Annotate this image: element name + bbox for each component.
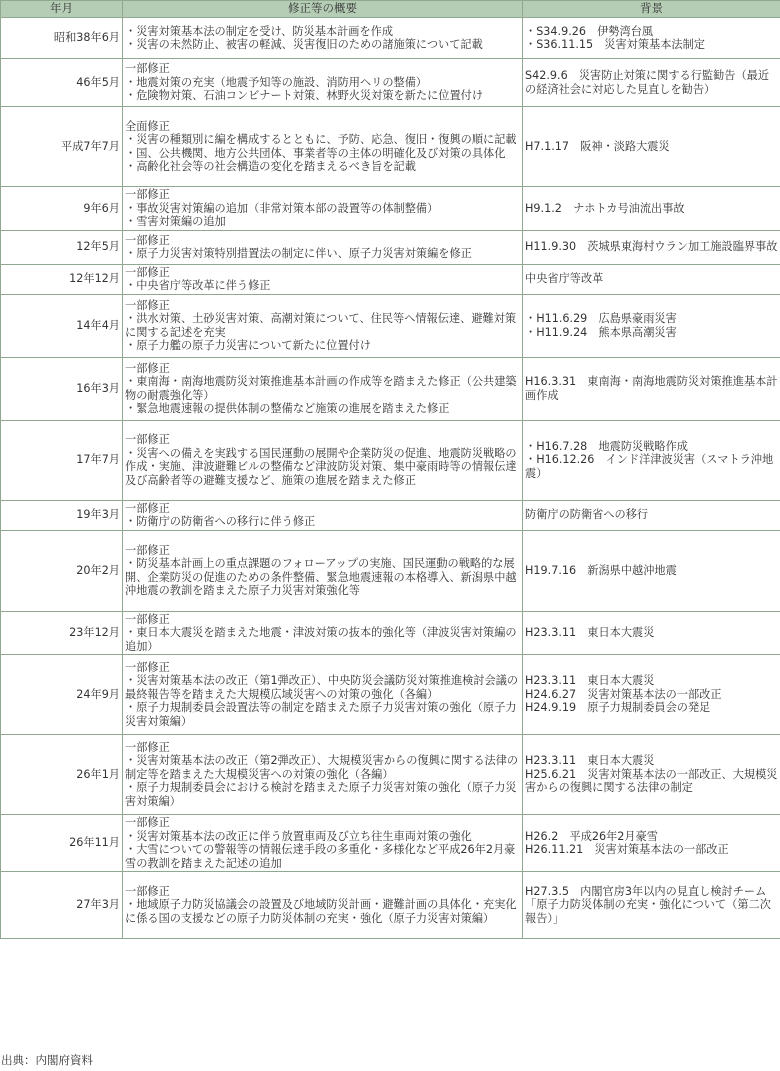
row-summary [123,420,523,500]
row-date: 16年3月 [1,357,123,420]
summary-line: ・原子力災害対策特別措置法の制定に伴い、原子力災害対策編を修正 [125,247,472,260]
table-row [1,357,780,420]
summary-line: ・事故災害対策編の追加（非常対策本部の設置等の体制整備） [125,201,439,215]
summary-line: 一部修正 [125,265,170,279]
summary-line: ・災害対策基本法の改正に伴う放置車両及び立ち往生車両対策の強化 [125,829,472,843]
background-line: H25.6.21 災害対策基本法の一部改正、大規模災害からの復興に関する法律の制定 [525,767,778,795]
row-summary [123,530,523,611]
row-background [523,294,780,357]
row-background [523,655,780,735]
background-line: ・S36.11.15 災害対策基本法制定 [525,38,705,51]
background-line: 中央省庁等改革 [525,272,604,286]
row-summary [123,735,523,815]
row-background [523,420,780,500]
summary-line: 全面修正 [125,119,170,133]
row-background [523,872,780,939]
background-line: H23.3.11 東日本大震災 [525,674,655,688]
background-line: H26.11.21 災害対策基本法の一部改正 [525,843,729,856]
summary-line: ・東日本大震災を踏まえた地震・津波対策の抜本的強化等（津波災害対策編の追加） [125,626,517,653]
summary-line: ・原子力規制委員会における検討を踏まえた原子力災害対策の強化（原子力災害対策編） [125,781,517,808]
summary-line: ・災害の未然防止、被害の軽減、災害復旧のための諸施策について記載 [125,38,483,51]
row-date: 27年3月 [1,872,123,939]
row-background [523,187,780,231]
background-line: ・H11.9.24 熊本県高潮災害 [525,325,677,339]
row-date: 17年7月 [1,420,123,500]
table-row [1,872,780,939]
table-row [1,420,780,500]
row-summary [123,655,523,735]
summary-line: ・危険物対策、石油コンビナート対策、林野火災対策を新たに位置付け [125,89,484,103]
table-row [1,735,780,815]
row-summary [123,59,523,107]
table-row [1,815,780,872]
row-background [523,230,780,264]
row-background [523,530,780,611]
row-date: 46年5月 [1,59,123,107]
table-row [1,59,780,107]
summary-line: ・雪害対策編の追加 [125,215,226,228]
summary-line: ・原子力艦の原子力災害について新たに位置付け [125,339,371,352]
row-summary [123,264,523,294]
row-background [523,500,780,530]
table-row [1,500,780,530]
row-summary [123,872,523,939]
background-line: H7.1.17 阪神・淡路大震災 [525,139,670,153]
row-summary [123,230,523,264]
background-line: H23.3.11 東日本大震災 [525,754,655,768]
table-row [1,530,780,611]
summary-line: ・地震対策の充実（地震予知等の施設、消防用ヘリの整備） [125,75,428,89]
summary-line: ・防災基本計画上の重点課題のフォローアップの実施、国民運動の戦略的な展開、企業防災の促進のための条件整備、緊急地震速報の本格導入、新潟県中越沖地震の教訓を踏まえた原子力災害対策強化等 [125,557,517,597]
row-summary [123,107,523,187]
summary-line: ・高齢化社会等の社会構造の変化を踏まえるべき旨を記載 [125,160,416,173]
summary-line: 一部修正 [125,612,170,626]
summary-line: ・災害対策基本法の改正（第2弾改正）、大規模災害からの復興に関する法律の制定等を踏まえた大規模災害への対策の強化（各編） [125,754,519,781]
summary-line: 一部修正 [125,884,170,898]
header-date: 年月 [1,1,123,18]
table-body [1,18,780,939]
row-date: 昭和38年6月 [1,18,123,59]
row-background [523,357,780,420]
row-summary [123,187,523,231]
row-background [523,107,780,187]
table-row [1,107,780,187]
row-background [523,611,780,655]
row-date: 12年12月 [1,264,123,294]
row-summary [123,611,523,655]
background-line: H9.1.2 ナホトカ号油流出事故 [525,201,685,215]
summary-line: ・防衛庁の防衛省への移行に伴う修正 [125,515,316,528]
background-line: H24.9.19 原子力規制委員会の発足 [525,701,711,715]
row-date: 平成7年7月 [1,107,123,187]
background-line: H24.6.27 災害対策基本法の一部改正 [525,687,722,701]
background-line: 防衛庁の防衛省への移行 [525,508,649,522]
background-line: H16.3.31 東南海・南海地震防災対策推進基本計画作成 [525,375,778,402]
row-date: 26年1月 [1,735,123,815]
row-background [523,59,780,107]
table-row [1,230,780,264]
summary-line: 一部修正 [125,361,170,375]
summary-line: 一部修正 [125,501,170,515]
summary-line: ・災害対策基本法の制定を受け、防災基本計画を作成 [125,24,394,38]
table-row [1,18,780,59]
header-background: 背景 [523,1,780,18]
background-line: H26.2 平成26年2月豪雪 [525,829,658,843]
row-background [523,18,780,59]
source-note: 出典：内閣府資料 [1,1053,93,1067]
background-line: H19.7.16 新潟県中越沖地震 [525,563,677,577]
background-line: H11.9.30 茨城県東海村ウラン加工施設臨界事故 [525,240,778,254]
row-summary [123,294,523,357]
row-date: 24年9月 [1,655,123,735]
table-header-row [1,1,780,18]
table-row [1,611,780,655]
table-row [1,294,780,357]
summary-line: ・中央省庁等改革に伴う修正 [125,279,271,292]
header-summary: 修正等の概要 [123,1,523,18]
summary-line: ・災害対策基本法の改正（第1弾改正）、中央防災会議防災対策推進検討会議の最終報告等を踏まえた大規模広域災害への対策の強化（各編） [125,674,519,701]
summary-line: ・大雪についての警報等の情報伝達手段の多重化・多様化など平成26年2月豪雪の教訓を踏まえた記述の追加 [125,843,516,870]
row-summary [123,357,523,420]
row-date: 14年4月 [1,294,123,357]
table-row [1,655,780,735]
summary-line: ・東南海・南海地震防災対策推進基本計画の作成等を踏まえた修正（公共建築物の耐震強化等） [125,375,517,402]
summary-line: 一部修正 [125,233,170,247]
row-summary [123,18,523,59]
summary-line: ・災害への備えを実践する国民運動の展開や企業防災の促進、地震防災戦略の作成・実施、津波避難ビルの整備など津波防災対策、集中豪雨時等の情報伝達及び高齢者等の避難支援など、施策の進展を踏まえた修正 [125,446,517,487]
summary-line: ・国、公共機関、地方公共団体、事業者等の主体の明確化及び対策の具体化 [125,146,506,160]
background-line: ・H11.6.29 広島県豪雨災害 [525,312,677,325]
row-summary [123,815,523,872]
row-date: 12年5月 [1,230,123,264]
summary-line: 一部修正 [125,543,170,557]
row-date: 19年3月 [1,500,123,530]
row-background [523,815,780,872]
background-line: ・H16.7.28 地震防災戦略作成 [525,439,688,453]
summary-line: ・地域原子力防災協議会の設置及び地域防災計画・避難計画の具体化・充実化に係る国の支援などの原子力防災体制の充実・強化（原子力災害対策編） [125,898,517,925]
summary-line: 一部修正 [125,740,170,754]
summary-line: ・災害の種類別に編を構成するとともに、予防、応急、復旧・復興の順に記載 [125,133,517,146]
summary-line: ・原子力規制委員会設置法等の制定を踏まえた原子力災害対策の強化（原子力災害対策編） [125,701,517,728]
row-date: 26年11月 [1,815,123,872]
summary-line: 一部修正 [125,433,170,446]
summary-line: ・洪水対策、土砂災害対策、高潮対策について、住民等へ情報伝達、避難対策に関する記述を充実 [125,312,517,339]
row-summary [123,500,523,530]
row-date: 20年2月 [1,530,123,611]
background-line: ・S34.9.26 伊勢湾台風 [525,24,654,38]
summary-line: 一部修正 [125,660,170,674]
row-date: 23年12月 [1,611,123,655]
background-line: H27.3.5 内閣官房3年以内の見直し検討チーム「原子力防災体制の充実・強化について（第二次報告）」 [525,884,771,925]
summary-line: ・緊急地震速報の提供体制の整備など施策の進展を踏まえた修正 [125,402,450,415]
row-background [523,264,780,294]
background-line: S42.9.6 災害防止対策に関する行監勧告（最近の経済社会に対応した見直しを勧告） [525,69,770,96]
background-line: H23.3.11 東日本大震災 [525,626,655,639]
background-line: ・H16.12.26 インド洋津波災害（スマトラ沖地震） [525,453,774,480]
table-row [1,187,780,231]
summary-line: 一部修正 [125,62,170,76]
summary-line: 一部修正 [125,816,170,829]
row-background [523,735,780,815]
summary-line: 一部修正 [125,188,170,201]
row-date: 9年6月 [1,187,123,231]
table-row [1,264,780,294]
summary-line: 一部修正 [125,298,170,312]
